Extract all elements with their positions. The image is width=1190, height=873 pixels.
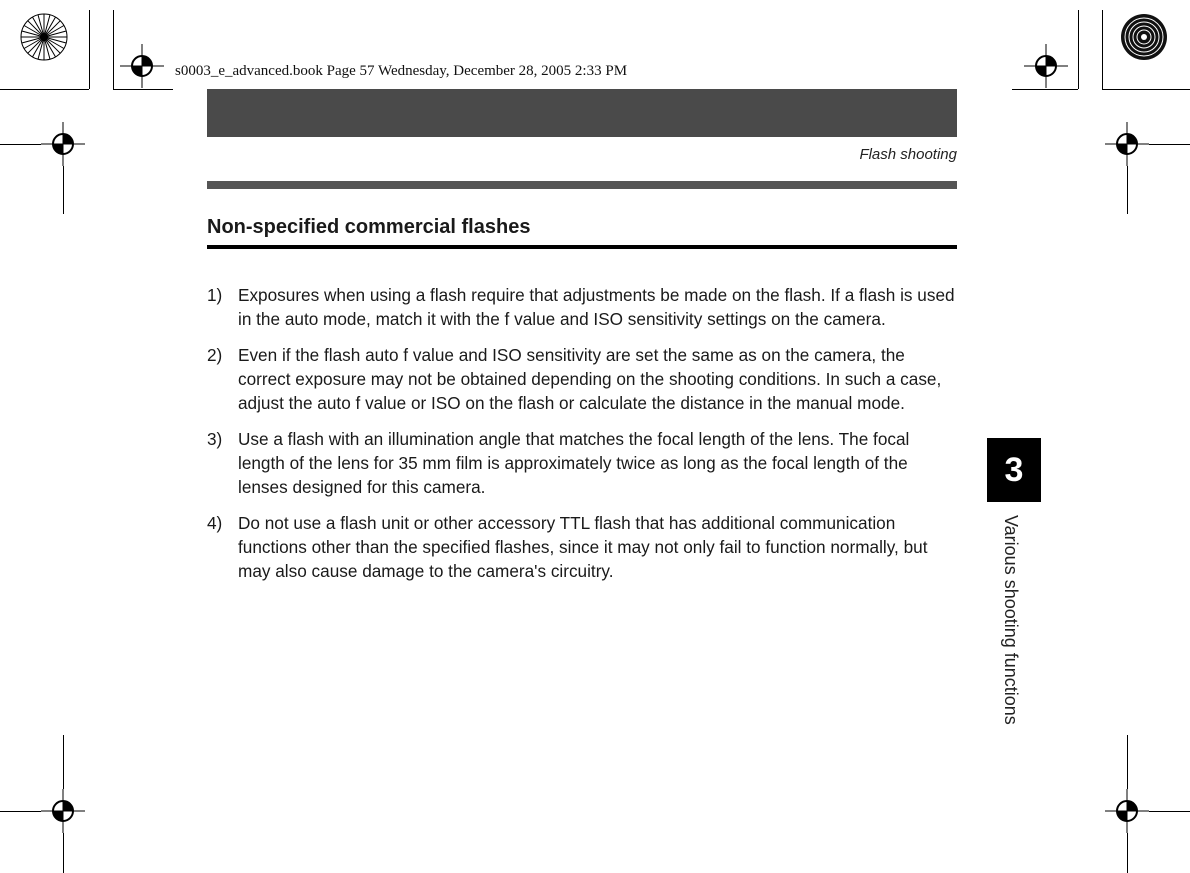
crop-mark [113, 89, 173, 90]
item-number: 1) [207, 285, 223, 305]
item-number: 3) [207, 429, 223, 449]
crop-mark [113, 10, 114, 89]
starburst-target-icon [20, 13, 68, 61]
crop-mark [0, 144, 41, 145]
crop-mark [1127, 833, 1128, 873]
crop-mark [1149, 811, 1190, 812]
registration-mark-icon [1105, 122, 1149, 166]
section-title: Non-specified commercial flashes [207, 216, 531, 238]
crop-mark [1127, 166, 1128, 214]
item-number: 2) [207, 345, 223, 365]
registration-mark-icon [1024, 44, 1068, 88]
list-item [207, 343, 957, 415]
item-text: Do not use a flash unit or other accessory TTL flash that has additional communication functions other than the specified flashes, since it may not only fail to function normally, but may also cause damage to the camera's circuitry. [238, 513, 928, 581]
crop-mark [1102, 10, 1103, 89]
crop-mark [0, 89, 89, 90]
crop-mark [1127, 735, 1128, 789]
running-head: Flash shooting [859, 146, 957, 163]
notes-list [207, 283, 957, 595]
title-rule [207, 245, 957, 249]
crop-mark [63, 735, 64, 789]
chapter-title: Various shooting functions [1001, 515, 1021, 725]
crop-mark [1012, 89, 1078, 90]
crop-mark [1078, 10, 1079, 89]
item-text: Even if the flash auto f value and ISO sensitivity are set the same as on the camera, the correct exposure may not be obtained depending on the shooting conditions. In such a case, adjust the auto f value or ISO on the flash or calculate the distance in the manual mode. [238, 345, 942, 413]
header-band [207, 89, 957, 137]
item-text: Use a flash with an illumination angle that matches the focal length of the lens. The focal length of the lens for 35 mm film is approximately twice as long as the focal length of the lenses designed for this camera. [238, 429, 910, 497]
crop-mark [1149, 144, 1190, 145]
registration-mark-icon [120, 44, 164, 88]
list-item [207, 427, 957, 499]
registration-mark-icon [41, 789, 85, 833]
list-item [207, 511, 957, 583]
crop-mark [89, 10, 90, 89]
chapter-number-tab: 3 [987, 438, 1041, 502]
crop-mark [63, 833, 64, 873]
item-text: Exposures when using a flash require that adjustments be made on the flash. If a flash is used in the auto mode, match it with the f value and ISO sensitivity settings on the camera. [238, 285, 955, 329]
list-item [207, 283, 957, 331]
registration-mark-icon [1105, 789, 1149, 833]
crop-mark [1102, 89, 1190, 90]
item-number: 4) [207, 513, 223, 533]
crop-mark [63, 166, 64, 214]
starburst-target-icon [1120, 13, 1168, 61]
header-rule [207, 181, 957, 189]
crop-mark [0, 811, 41, 812]
registration-mark-icon [41, 122, 85, 166]
print-slug: s0003_e_advanced.book Page 57 Wednesday, December 28, 2005 2:33 PM [175, 63, 628, 79]
